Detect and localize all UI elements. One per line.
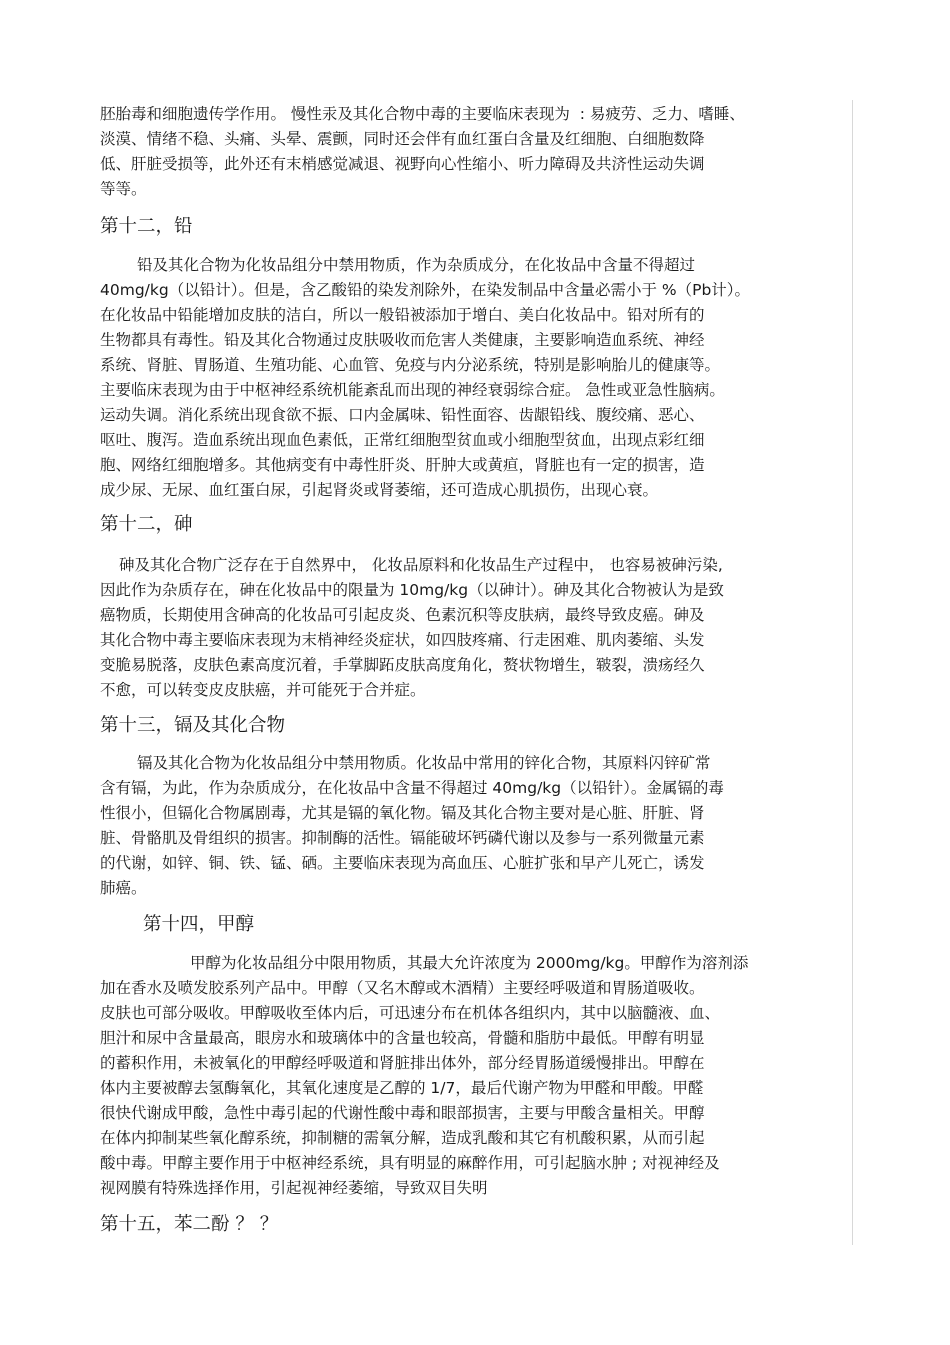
text-line: 不愈，可以转变皮皮肤癌，并可能死于合并症。 xyxy=(100,681,426,699)
text-line: 淡漠、情绪不稳、头痛、头晕、震颤，同时还会伴有血红蛋白含量及红细胞、白细胞数降 xyxy=(100,130,705,148)
text-line: 癌物质，长期使用含砷高的化妆品可引起皮炎、色素沉积等皮肤病，最终导致皮癌。砷及 xyxy=(100,606,705,624)
text-line: 很快代谢成甲酸，急性中毒引起的代谢性酸中毒和眼部损害，主要与甲酸含量相关。甲醇 xyxy=(100,1104,705,1122)
text-line: 砷及其化合物广泛存在于自然界中， 化妆品原料和化妆品生产过程中， 也容易被砷污染, xyxy=(119,556,723,574)
text-line: 变脆易脱落，皮肤色素高度沉着，手掌脚跖皮肤高度角化，赘状物增生，皲裂，溃疡经久 xyxy=(100,656,705,674)
text-line: 视网膜有特殊选择作用，引起视神经萎缩，导致双目失明 xyxy=(100,1179,488,1197)
text-line: 酸中毒。甲醇主要作用于中枢神经系统，具有明显的麻醉作用，可引起脑水肿 ; 对视神经及 xyxy=(100,1154,720,1172)
text-line: 的代谢，如锌、铜、铁、锰、硒。主要临床表现为高血压、心脏扩张和早产儿死亡，诱发 xyxy=(100,854,705,872)
text-line: 呕吐、腹泻。造血系统出现血色素低，正常红细胞型贫血或小细胞型贫血，出现点彩红细 xyxy=(100,431,705,449)
text-line: 40mg/kg（以铅计）。但是，含乙酸铅的染发剂除外，在染发制品中含量必需小于 %（Pb计）。 xyxy=(100,281,751,299)
text-line: 体内主要被醇去氢酶氧化，其氧化速度是乙醇的 1/7，最后代谢产物为甲醛和甲酸。甲醛 xyxy=(100,1079,704,1097)
text-line: 胞、网络红细胞增多。其他病变有中毒性肝炎、肝肿大或黄疸，肾脏也有一定的损害，造 xyxy=(100,456,705,474)
page-edge-rule xyxy=(852,100,853,1245)
text-line: 运动失调。消化系统出现食欲不振、口内金属味、铅性面容、齿龈铅线、腹绞痛、恶心、 xyxy=(100,406,705,424)
text-line: 性很小，但镉化合物属剧毒，尤其是镉的氧化物。镉及其化合物主要对是心脏、肝脏、肾 xyxy=(100,804,705,822)
text-line: 主要临床表现为由于中枢神经系统机能紊乱而出现的神经衰弱综合症。 急性或亚急性脑病。 xyxy=(100,381,725,399)
text-line: 系统、肾脏、胃肠道、生殖功能、心血管、免疫与内分泌系统，特别是影响胎儿的健康等。 xyxy=(100,356,721,374)
text-line: 胆汁和尿中含量最高，眼房水和玻璃体中的含量也较高，骨髓和脂肪中最低。甲醇有明显 xyxy=(100,1029,705,1047)
text-line: 镉及其化合物为化妆品组分中禁用物质。化妆品中常用的锌化合物，其原料闪锌矿常 xyxy=(137,754,711,772)
text-line: 铅及其化合物为化妆品组分中禁用物质，作为杂质成分，在化妆品中含量不得超过 xyxy=(137,256,696,274)
text-line: 因此作为杂质存在，砷在化妆品中的限量为 10mg/kg（以砷计）。砷及其化合物被认为是致 xyxy=(100,581,724,599)
text-line: 在化妆品中铅能增加皮肤的洁白，所以一般铅被添加于增白、美白化妆品中。铅对所有的 xyxy=(100,306,705,324)
text-line: 生物都具有毒性。铅及其化合物通过皮肤吸收而危害人类健康，主要影响造血系统、神经 xyxy=(100,331,705,349)
text-line: 甲醇为化妆品组分中限用物质，其最大允许浓度为 2000mg/kg。甲醇作为溶剂添 xyxy=(190,954,749,972)
text-line: 肺癌。 xyxy=(100,879,147,897)
text-line: 在体内抑制某些氧化醇系统，抑制糖的需氧分解，造成乳酸和其它有机酸积累，从而引起 xyxy=(100,1129,705,1147)
section-heading-lead: 第十二，铅 xyxy=(100,216,193,237)
text-line: 皮肤也可部分吸收。甲醇吸收至体内后，可迅速分布在机体各组织内，其中以脑髓液、血、 xyxy=(100,1004,721,1022)
text-line: 的蓄积作用，未被氧化的甲醇经呼吸道和肾脏排出体外，部分经胃肠道缓慢排出。甲醇在 xyxy=(100,1054,705,1072)
text-line: 其化合物中毒主要临床表现为末梢神经炎症状，如四肢疼痛、行走困难、肌肉萎缩、头发 xyxy=(100,631,705,649)
section-heading-hydroquinone: 第十五，苯二酚 ？ ？ xyxy=(100,1214,279,1235)
text-line: 低、肝脏受损等，此外还有末梢感觉减退、视野向心性缩小、听力障碍及共济性运动失调 xyxy=(100,155,705,173)
section-heading-cadmium: 第十三，镉及其化合物 xyxy=(100,715,286,736)
text-line: 等等。 xyxy=(100,180,147,198)
section-heading-methanol: 第十四，甲醇 xyxy=(143,914,255,935)
text-line: 脏、骨骼肌及骨组织的损害。抑制酶的活性。镉能破坏钙磷代谢以及参与一系列微量元素 xyxy=(100,829,705,847)
text-line: 加在香水及喷发胶系列产品中。甲醇（又名木醇或木酒精）主要经呼吸道和胃肠道吸收。 xyxy=(100,979,705,997)
section-heading-arsenic: 第十二，砷 xyxy=(100,514,193,535)
text-line: 含有镉，为此，作为杂质成分，在化妆品中含量不得超过 40mg/kg（以铅针）。金属镉的毒 xyxy=(100,779,724,797)
text-line: 成少尿、无尿、血红蛋白尿，引起肾炎或肾萎缩，还可造成心肌损伤，出现心衰。 xyxy=(100,481,659,499)
text-line: 胚胎毒和细胞遗传学作用。 慢性汞及其化合物中毒的主要临床表现为 : 易疲劳、乏力、嗜睡、 xyxy=(100,105,745,123)
